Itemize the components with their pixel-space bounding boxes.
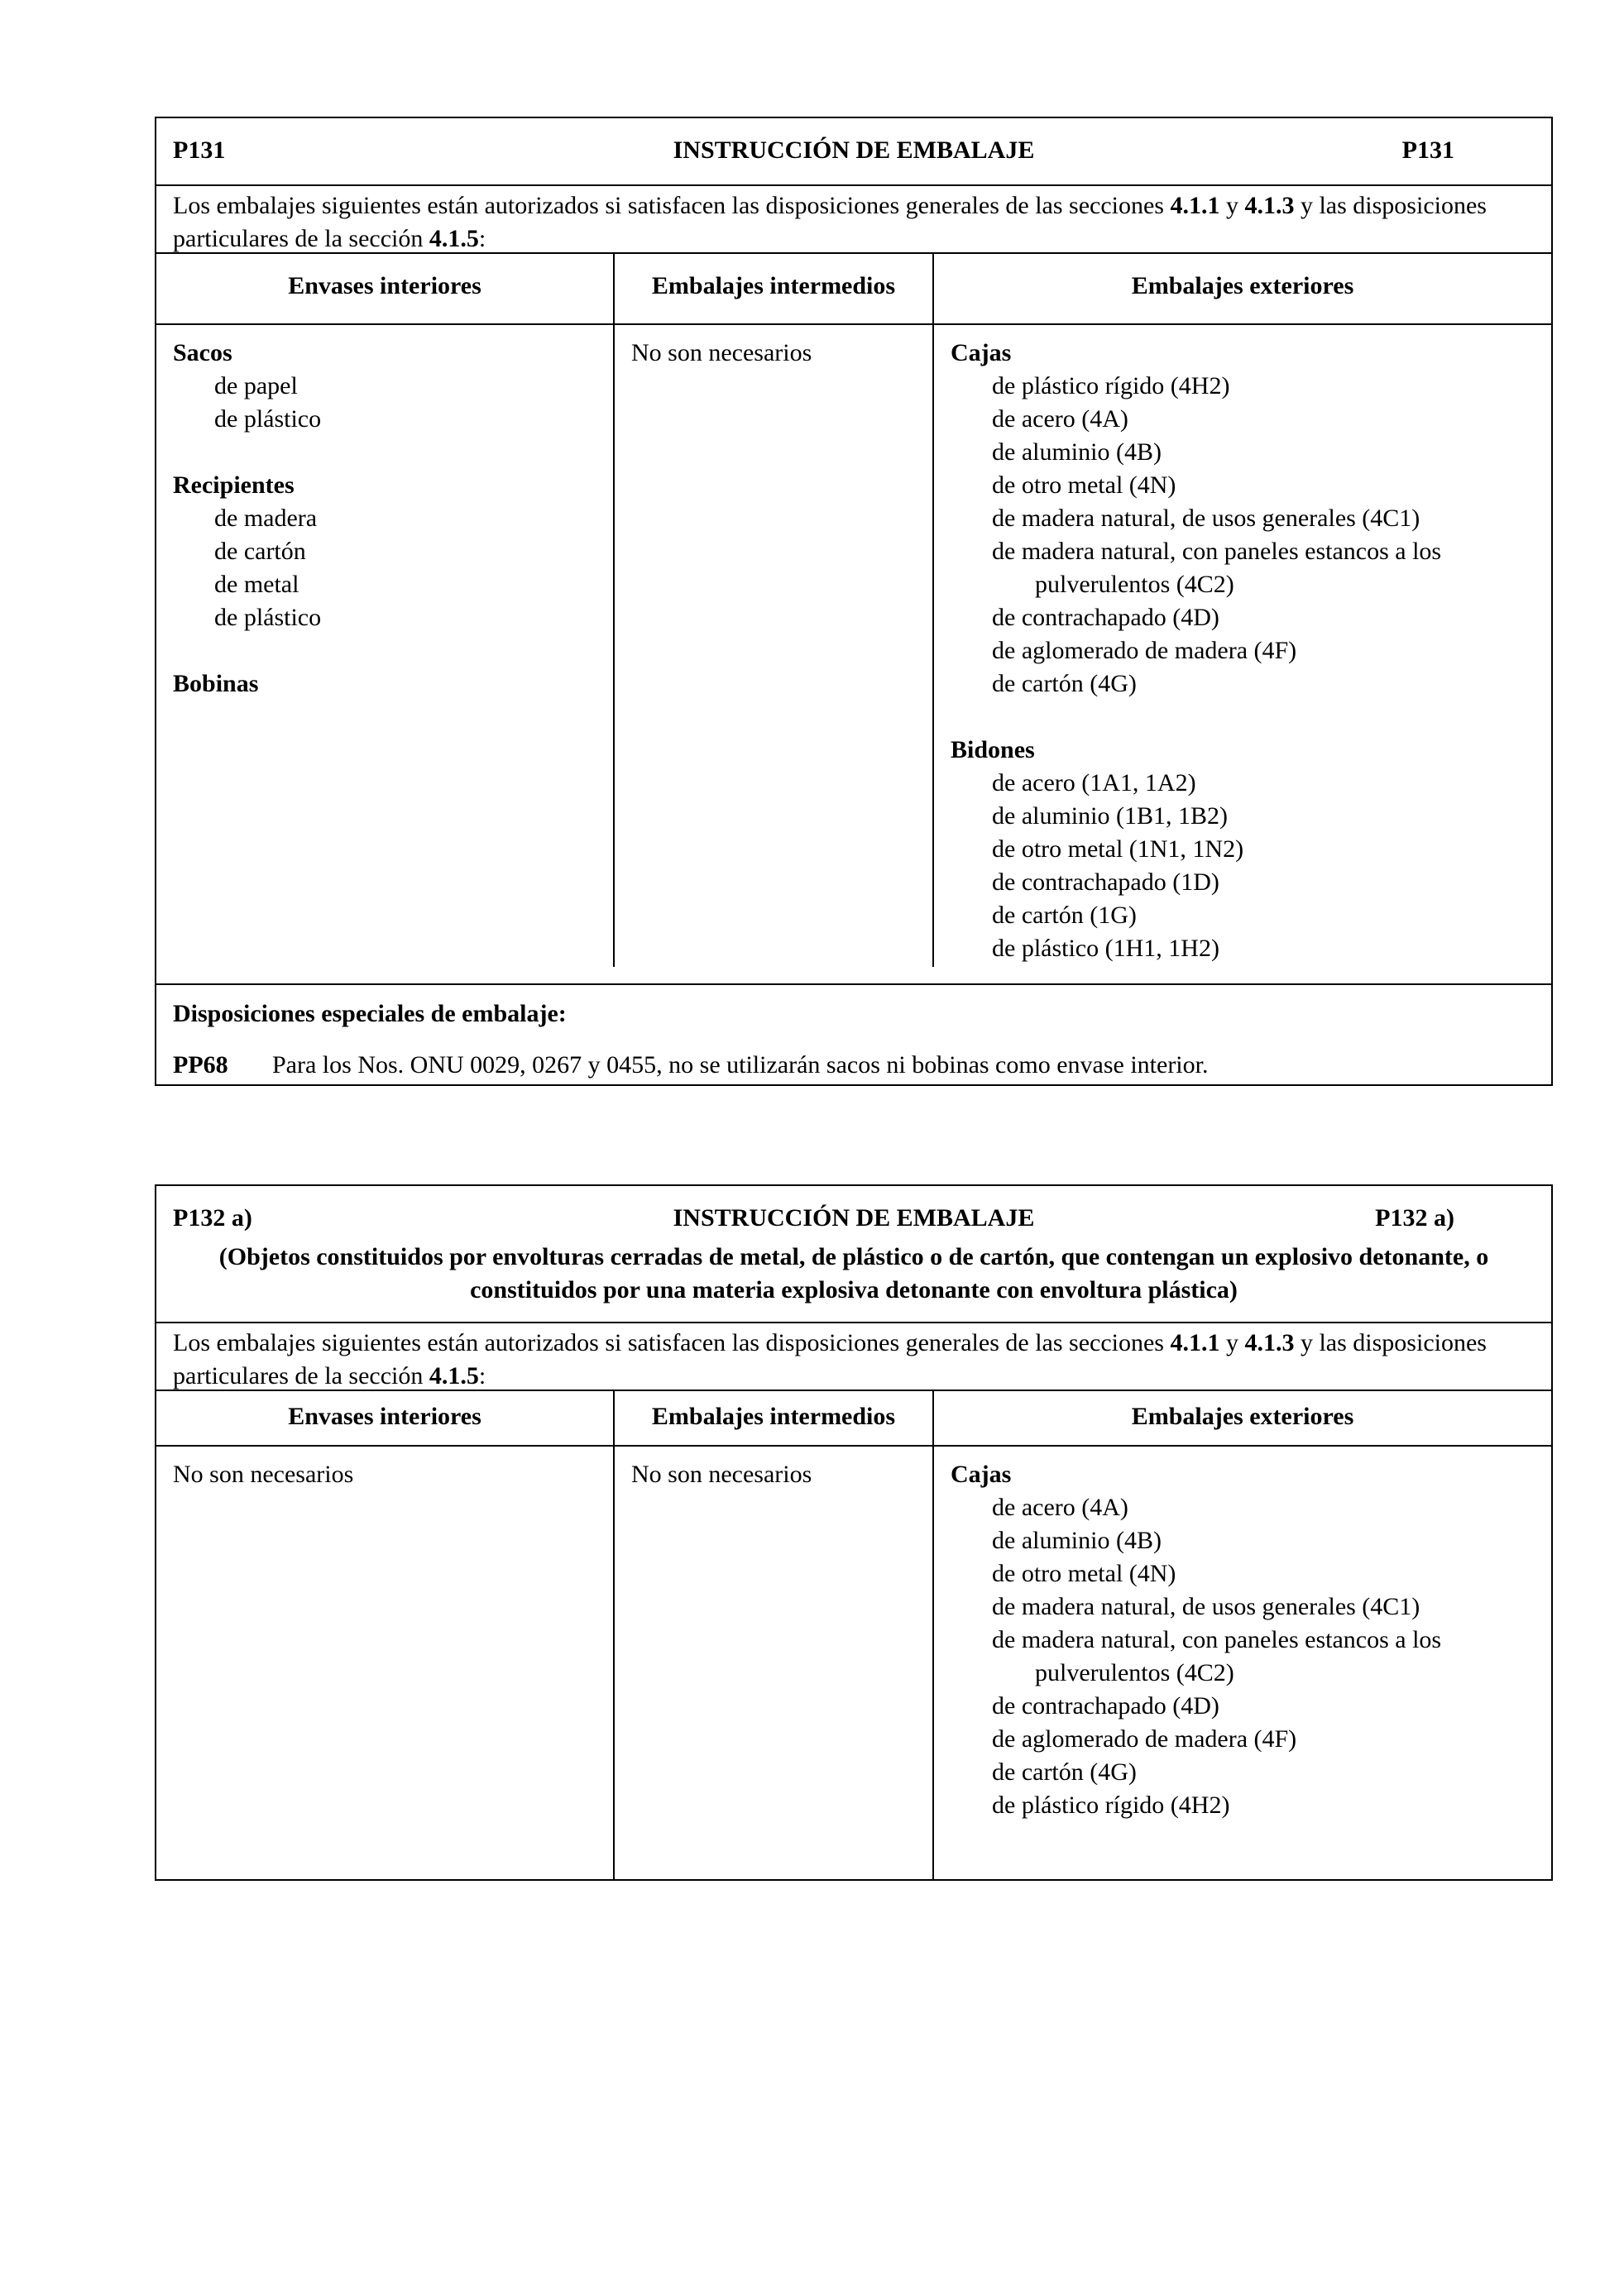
inner-packagings <box>173 337 321 701</box>
packing-instruction-p131 <box>155 117 1553 1086</box>
list-item: de plástico rígido (4H2) <box>992 372 1230 399</box>
code-left: P131 <box>173 136 226 164</box>
packaging-grid <box>156 1447 1551 1881</box>
inner-packagings: No son necesarios <box>173 1461 354 1488</box>
list-item: de aluminio (4B) <box>992 438 1162 466</box>
intro-text: y las disposiciones particulares de la sección <box>173 1329 1487 1390</box>
list-item: de madera natural, de usos generales (4C1) <box>992 1593 1420 1620</box>
provision-text: Para los Nos. ONU 0029, 0267 y 0455, no se utilizarán sacos ni bobinas como envase interior. <box>272 1051 1209 1079</box>
instruction-title: INSTRUCCIÓN DE EMBALAJE <box>673 136 1035 164</box>
list-item: de papel <box>214 372 298 399</box>
intro-text: y las disposiciones particulares de la sección <box>173 192 1487 252</box>
column-headers <box>156 1391 1551 1447</box>
list-item: de contrachapado (1D) <box>992 868 1219 896</box>
section-ref: 4.1.3 <box>1244 1329 1295 1356</box>
column-divider <box>613 1447 615 1881</box>
list-item: de aluminio (1B1, 1B2) <box>992 802 1228 830</box>
list-item: de plástico <box>214 604 322 631</box>
list-item: de cartón <box>214 538 306 565</box>
list-item: de cartón (4G) <box>992 670 1137 697</box>
code-left: P132 a) <box>173 1204 252 1232</box>
intro-paragraph <box>156 186 1551 254</box>
list-item: de contrachapado (4D) <box>992 604 1219 631</box>
list-item: de plástico (1H1, 1H2) <box>992 935 1219 962</box>
instruction-subtitle: (Objetos constituidos por envolturas cerradas de metal, de plástico o de cartón, que contengan un explosivo detonante, o constituidos por una materia explosiva detonante con envoltura plástica) <box>218 1243 1489 1303</box>
code-right: P131 <box>1401 136 1454 164</box>
list-item: pulverulentos (4C2) <box>1035 571 1234 598</box>
code-right: P132 a) <box>1375 1204 1454 1232</box>
list-item: de madera natural, de usos generales (4C1) <box>992 505 1420 532</box>
list-item: de plástico rígido (4H2) <box>992 1791 1230 1819</box>
column-header-intermediate: Embalajes intermedios <box>651 1403 896 1430</box>
special-provisions-title: Disposiciones especiales de embalaje: <box>173 1000 567 1027</box>
outer-packagings <box>951 337 1441 965</box>
intro-paragraph <box>156 1323 1551 1391</box>
section-ref: 4.1.5 <box>429 225 479 252</box>
group-title: Recipientes <box>173 471 295 499</box>
intro-text: y <box>1219 192 1245 219</box>
intro-text: Los embalajes siguientes están autorizados si satisfacen las disposiciones generales de las secciones <box>173 1329 1171 1356</box>
column-header-outer: Embalajes exteriores <box>1131 1403 1354 1430</box>
list-item: de aglomerado de madera (4F) <box>992 637 1297 664</box>
list-item: de madera <box>214 505 318 532</box>
list-item: de otro metal (4N) <box>992 471 1176 499</box>
section-ref: 4.1.1 <box>1170 192 1220 219</box>
column-divider <box>932 254 934 323</box>
intro-text: y <box>1219 1329 1245 1356</box>
list-item: pulverulentos (4C2) <box>1035 1659 1234 1686</box>
group-title: Cajas <box>951 1461 1012 1488</box>
list-item: de aluminio (4B) <box>992 1527 1162 1554</box>
list-item: de acero (4A) <box>992 1494 1128 1521</box>
column-header-inner: Envases interiores <box>288 272 481 299</box>
column-divider <box>932 1447 934 1881</box>
list-item: de madera natural, con paneles estancos a los <box>992 1626 1442 1653</box>
section-ref: 4.1.1 <box>1170 1329 1220 1356</box>
list-item: de acero (4A) <box>992 405 1128 433</box>
column-header-intermediate: Embalajes intermedios <box>651 272 896 299</box>
group-title: Bidones <box>951 736 1035 763</box>
section-ref: 4.1.5 <box>429 1362 479 1390</box>
list-item: de plástico <box>214 405 322 433</box>
list-item: de otro metal (4N) <box>992 1560 1176 1587</box>
list-item: de metal <box>214 571 299 598</box>
column-divider <box>932 325 934 967</box>
provision-code: PP68 <box>173 1051 228 1079</box>
instruction-header <box>156 118 1551 186</box>
column-divider <box>613 254 615 323</box>
packaging-grid <box>156 325 1551 967</box>
intro-text: Los embalajes siguientes están autorizados si satisfacen las disposiciones generales de las secciones <box>173 192 1171 219</box>
group-title: Cajas <box>951 339 1012 366</box>
instruction-header <box>156 1186 1551 1323</box>
list-item: de cartón (4G) <box>992 1758 1137 1786</box>
outer-packagings <box>951 1458 1441 1822</box>
intermediate-packagings: No son necesarios <box>631 1461 812 1488</box>
intro-text: : <box>478 225 486 252</box>
column-divider <box>613 1391 615 1445</box>
group-title: Bobinas <box>173 670 259 697</box>
list-item: de cartón (1G) <box>992 902 1137 929</box>
group-title: Sacos <box>173 339 232 366</box>
column-header-outer: Embalajes exteriores <box>1131 272 1354 299</box>
list-item: de contrachapado (4D) <box>992 1692 1219 1720</box>
section-ref: 4.1.3 <box>1244 192 1295 219</box>
packing-instruction-p132a <box>155 1184 1553 1881</box>
column-header-inner: Envases interiores <box>288 1403 481 1430</box>
special-provisions <box>156 983 1551 1086</box>
list-item: de aglomerado de madera (4F) <box>992 1725 1297 1753</box>
instruction-title: INSTRUCCIÓN DE EMBALAJE <box>673 1204 1035 1232</box>
column-divider <box>613 325 615 967</box>
list-item: de madera natural, con paneles estancos a los <box>992 538 1442 565</box>
column-headers <box>156 254 1551 325</box>
intermediate-packagings: No son necesarios <box>631 339 812 366</box>
column-divider <box>932 1391 934 1445</box>
intro-text: : <box>478 1362 486 1390</box>
list-item: de otro metal (1N1, 1N2) <box>992 835 1244 863</box>
list-item: de acero (1A1, 1A2) <box>992 769 1196 796</box>
